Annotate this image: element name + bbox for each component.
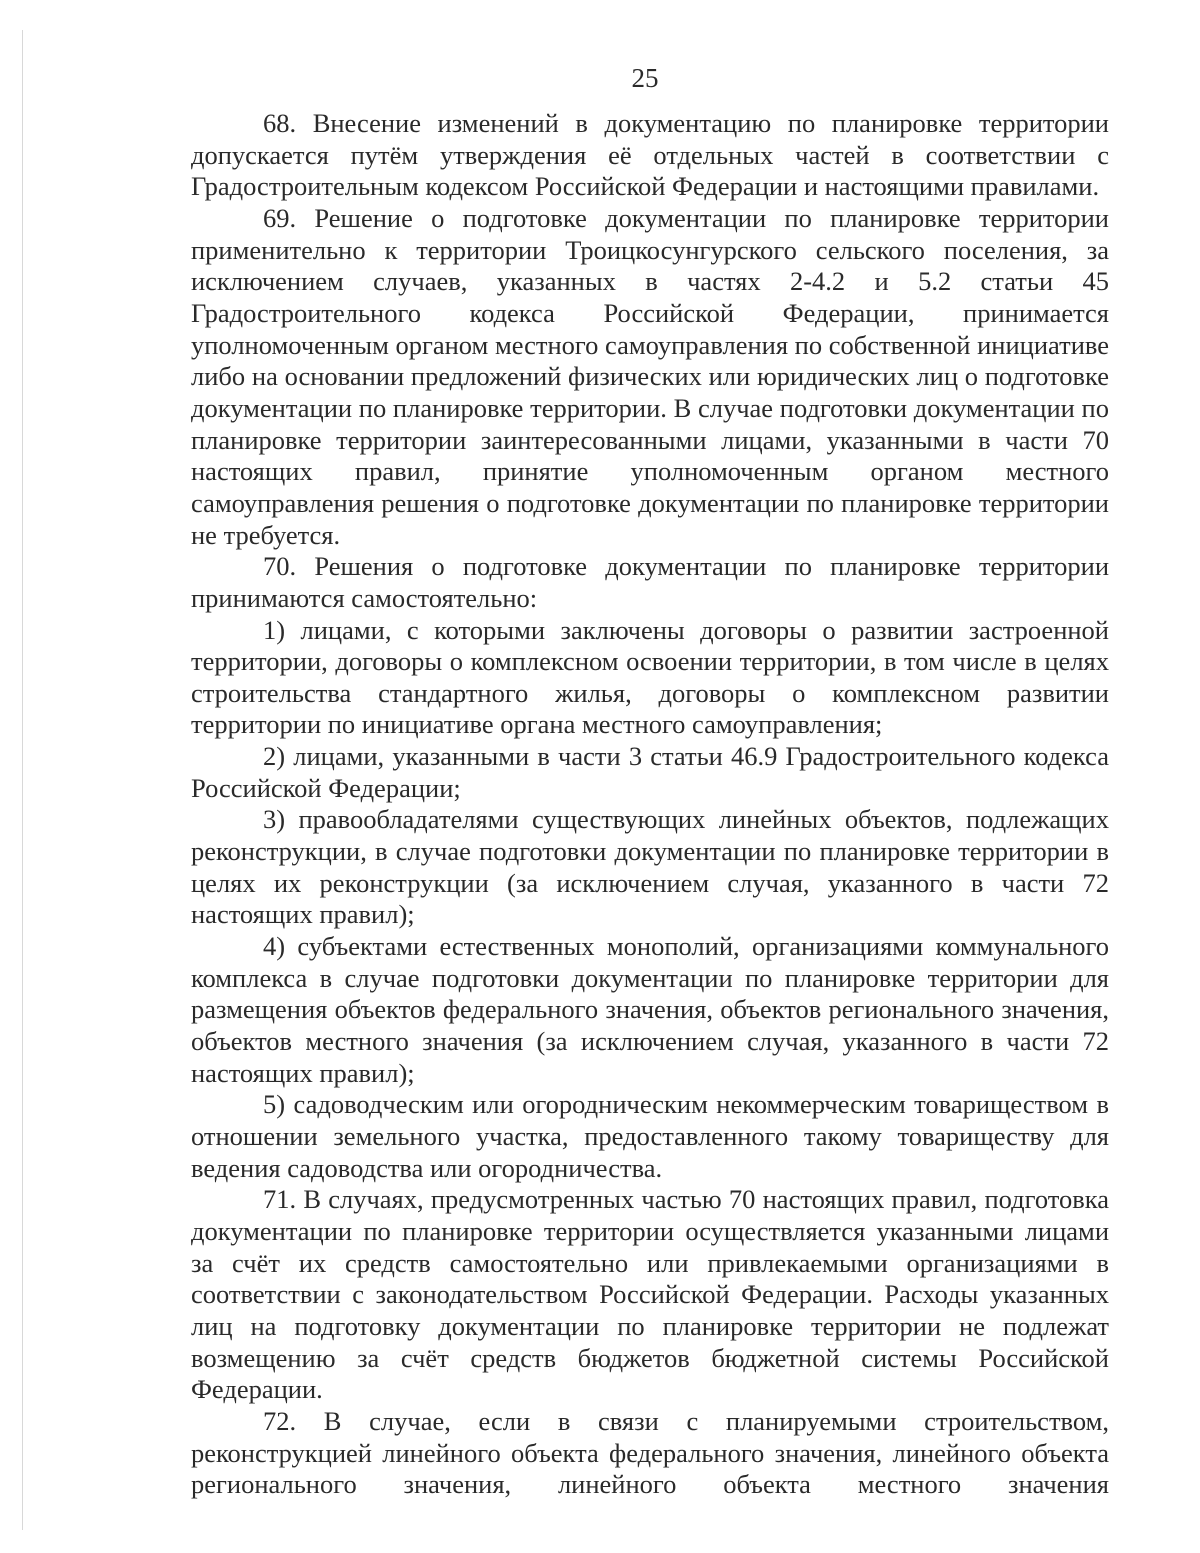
paragraph-71: 71. В случаях, предусмотренных частью 70 настоящих правил, подготовка документации по планировке территории осуществляется указанными лицами за счёт их средств самостоятельно или привлекаемыми организациями в соответствии с законодательством Российской Федерации. Расходы указанных лиц на подготовку документации по планировке территории не подлежат возмещению за счёт средств бюджетов бюджетной системы Российской Федерации. [191, 1184, 1109, 1405]
paragraph-69: 69. Решение о подготовке документации по планировке территории применительно к территории Троицкосунгурского сельского поселения, за исключением случаев, указанных в частях 2-4.2 и 5.2 статьи 45 Градостроительного кодекса Российской Федерации, принимается уполномоченным органом местного самоуправления по собственной инициативе либо на основании предложений физических или юридических лиц о подготовке документации по планировке территории. В случае подготовки документации по планировке территории заинтересованными лицами, указанными в части 70 настоящих правил, принятие уполномоченным органом местного самоуправления решения о подготовке документации по планировке территории не требуется. [191, 202, 1109, 550]
scan-edge-line [22, 30, 23, 1530]
list-item-5: 5) садоводческим или огородническим некоммерческим товариществом в отношении земельного участка, предоставленного такому товариществу для ведения садоводства или огородничества. [191, 1089, 1109, 1183]
document-body [191, 108, 1109, 1501]
list-item-2: 2) лицами, указанными в части 3 статьи 46.9 Градостроительного кодекса Российской Федерации; [191, 741, 1109, 803]
list-item-3: 3) правообладателями существующих линейных объектов, подлежащих реконструкции, в случае подготовки документации по планировке территории в целях их реконструкции (за исключением случая, указанного в части 72 настоящих правил); [191, 804, 1109, 930]
page-number: 25 [631, 63, 659, 93]
list-item-1: 1) лицами, с которыми заключены договоры о развитии застроенной территории, договоры о комплексном освоении территории, в том числе в целях строительства стандартного жилья, договоры о комплексном развитии территории по инициативе органа местного самоуправления; [191, 614, 1109, 740]
paragraph-70: 70. Решения о подготовке документации по планировке территории принимаются самостоятельно: [191, 551, 1109, 613]
paragraph-72: 72. В случае, если в связи с планируемыми строительством, реконструкцией линейного объекта федерального значения, линейного объекта регионального значения, линейного объекта местного значения [191, 1405, 1109, 1500]
paragraph-68: 68. Внесение изменений в документацию по планировке территории допускается путём утверждения её отдельных частей в соответствии с Градостроительным кодексом Российской Федерации и настоящими правилами. [191, 108, 1109, 202]
list-item-4: 4) субъектами естественных монополий, организациями коммунального комплекса в случае подготовки документации по планировке территории для размещения объектов федерального значения, объектов регионального значения, объектов местного значения (за исключением случая, указанного в части 72 настоящих правил); [191, 931, 1109, 1088]
